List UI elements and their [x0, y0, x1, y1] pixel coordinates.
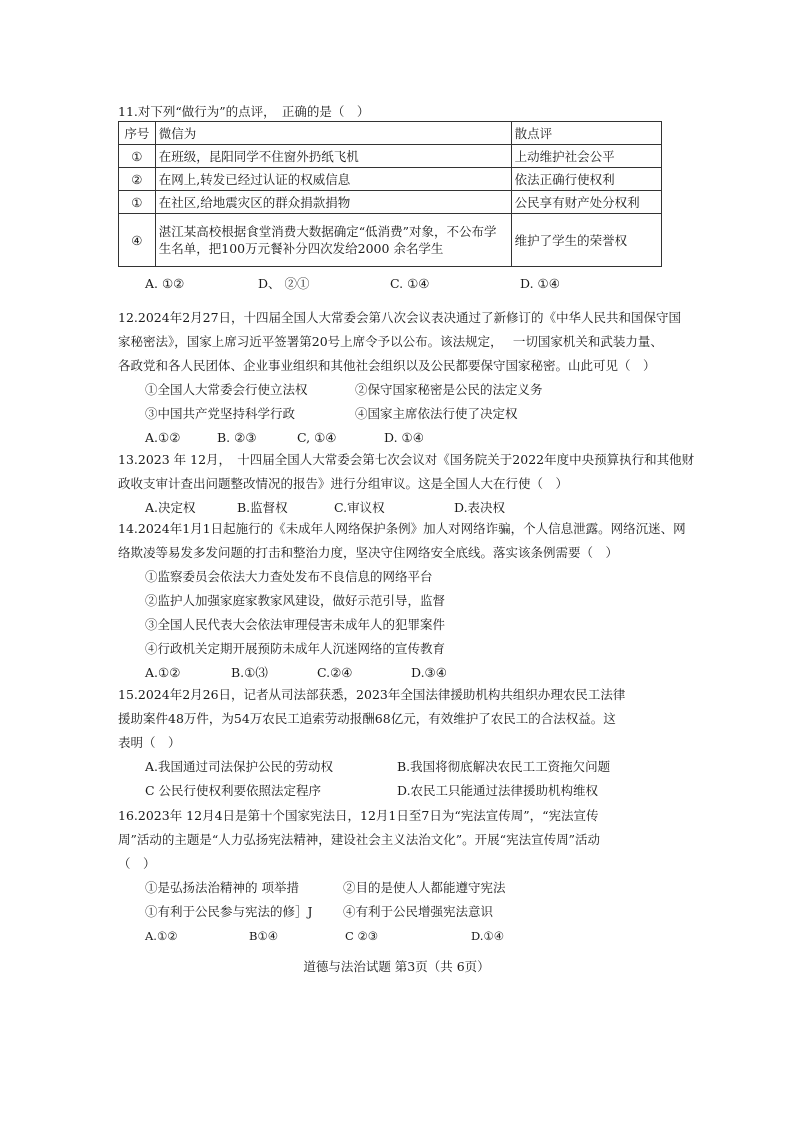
- answer-a: A.①②: [145, 665, 181, 680]
- answer-c: C, ①④: [297, 430, 337, 445]
- answer-c: C ②③: [345, 929, 379, 943]
- option-a: A.我国通过司法保护公民的劳动权: [145, 759, 334, 774]
- answer-b: B.①⑶: [231, 665, 268, 680]
- table-cell: 维护了学生的荣誉权: [511, 214, 661, 267]
- question-stem: 11.对下列“做行为”的点评， 正确的是（ ）: [118, 104, 370, 119]
- question-text: （ ）: [118, 856, 156, 871]
- answer-b: D、 ②①: [258, 276, 310, 291]
- option-row: [118, 755, 678, 779]
- question-text: 16.2023年 12月4日是第十个国家宪法日，12月1日至7日为“宪法宣传周”，“宪法宣传: [118, 808, 599, 823]
- option-3: ③全国人民代表大会依法审理侵害未成年人的犯罪案件: [145, 617, 446, 632]
- question-text: 12.2024年2月27日，十四届全国人大常委会第八次会议表决通过了新修订的《中华人民共和国保守国: [118, 310, 682, 325]
- table-cell: 依法正确行使权利: [511, 168, 661, 191]
- table-header-cell: 序号: [119, 122, 156, 145]
- option-1: ①全国人大常委会行使立法权: [145, 382, 308, 397]
- answer-d: D. ①④: [520, 276, 560, 291]
- answer-options: [118, 426, 678, 450]
- answer-a: A. ①②: [145, 276, 185, 291]
- option-3: ③中国共产党坚持科学行政: [145, 406, 296, 421]
- option-c: C 公民行使权利要依照法定程序: [145, 783, 322, 798]
- answer-d: D.③④: [411, 665, 447, 680]
- option-2: ②目的是使人人都能遵守宪法: [343, 880, 506, 895]
- answer-c: C. ①④: [390, 276, 430, 291]
- table-cell: ②: [119, 168, 156, 191]
- option-row: [118, 402, 678, 426]
- table-cell: 上动维护社会公平: [511, 145, 661, 168]
- question-text: 络欺凌等易发多发问题的打击和整治力度，坚决守住网络安全底线。落实该条例需要（ ）: [118, 545, 619, 560]
- option-b: B.我国将彻底解决农民工工资拖欠问题: [397, 759, 611, 774]
- option-3: ①有利于公民参与宪法的修］J: [145, 904, 313, 919]
- table-row: [119, 145, 662, 168]
- question-text: 周”活动的主题是“人力弘扬宪法精神，建设社会主义法治文化”。开展“宪法宣传周”活动: [118, 832, 600, 847]
- answer-a: A.决定权: [145, 500, 196, 515]
- table-row: [119, 168, 662, 191]
- table-cell: ①: [119, 145, 156, 168]
- table-cell: 湛江某高校根据食堂消费大数据确定“低消费”对象，不公布学生名单，把100万元餐补分四次发给2000 余名学生: [155, 214, 511, 267]
- table-header-cell: 微信为: [155, 122, 511, 145]
- option-row: [118, 378, 678, 402]
- page-footer: 道德与法治试题 第3页（共 6页）: [303, 959, 490, 974]
- q11-answers: [118, 272, 678, 296]
- answer-c: C.②④: [317, 665, 353, 680]
- table-cell: ①: [119, 191, 156, 214]
- table-row: [119, 214, 662, 267]
- question-14: [118, 517, 686, 685]
- q11-table: [118, 121, 662, 267]
- question-text: 15.2024年2月26日，记者从司法部获悉，2023年全国法律援助机构共组织办理农民工法律: [118, 687, 626, 702]
- option-row: [118, 900, 678, 924]
- table-cell: 在网上,转发已经过认证的权威信息: [155, 168, 511, 191]
- answer-a: A.①②: [145, 929, 178, 943]
- question-text: 表明（ ）: [118, 735, 181, 750]
- option-row: [118, 779, 678, 803]
- answer-b: B①④: [249, 929, 279, 943]
- option-2: ②监护人加强家庭家教家风建设，做好示范引导，监督: [145, 593, 446, 608]
- option-4: ④有利于公民增强宪法意识: [343, 904, 494, 919]
- answer-b: B. ②③: [217, 430, 257, 445]
- option-1: ①是弘扬法治精神的 项举措: [145, 880, 299, 895]
- question-text: 家秘密法》，国家上席习近平签署第20号上席令予以公布。该法规定， 一切国家机关和武装力量、: [118, 334, 663, 349]
- table-header-cell: 散点评: [511, 122, 661, 145]
- answer-options: [118, 924, 678, 948]
- answer-b: B.监督权: [237, 500, 288, 515]
- answer-options: [118, 661, 678, 685]
- question-12: [118, 306, 682, 450]
- answer-options: [118, 272, 678, 296]
- question-13: [118, 448, 695, 520]
- table-cell: 公民享有财产处分权利: [511, 191, 661, 214]
- answer-d: D.①④: [471, 929, 505, 943]
- option-4: ④国家主席依法行使了决定权: [355, 406, 518, 421]
- option-d: D.农民工只能通过法律援助机构维权: [397, 783, 599, 798]
- answer-d: D.表决权: [454, 500, 506, 515]
- question-text: 各政党和各人民团体、企业事业组织和其他社会组织以及公民都要保守国家秘密。山此可见（ ）: [118, 358, 656, 373]
- table-cell: ④: [119, 214, 156, 267]
- question-15: [118, 683, 678, 803]
- table-row: [119, 191, 662, 214]
- option-row: [118, 876, 678, 900]
- question-text: 政收支审计查出问题整改情况的报告》进行分组审议。这是全国人大在行使（ ）: [118, 476, 569, 491]
- option-4: ④行政机关定期开展预防未成年人沉迷网络的宣传教育: [145, 641, 446, 656]
- answer-c: C.审议权: [334, 500, 385, 515]
- table-header-row: [119, 122, 662, 145]
- answer-d: D. ①④: [384, 430, 424, 445]
- question-text: 14.2024年1月1日起施行的《未成年人网络保护条例》加人对网络诈骗，个人信息泄露。网络沉迷、网: [118, 521, 686, 536]
- question-16: [118, 804, 678, 948]
- table-cell: 在班级，昆阳同学不住窗外扔纸飞机: [155, 145, 511, 168]
- question-text: 援助案件48万件，为54万农民工追索劳动报酬68亿元，有效维护了农民工的合法权益。这: [118, 711, 616, 726]
- option-1: ①监察委员会依法大力查处发布不良信息的网络平台: [145, 569, 433, 584]
- table-cell: 在社区,给地震灾区的群众捐款捐物: [155, 191, 511, 214]
- option-2: ②保守国家秘密是公民的法定义务: [355, 382, 543, 397]
- answer-a: A.①②: [145, 430, 181, 445]
- question-text: 13.2023 年 12月， 十四届全国人大常委会第七次会议对《国务院关于2022年度中央预算执行和其他财: [118, 452, 695, 467]
